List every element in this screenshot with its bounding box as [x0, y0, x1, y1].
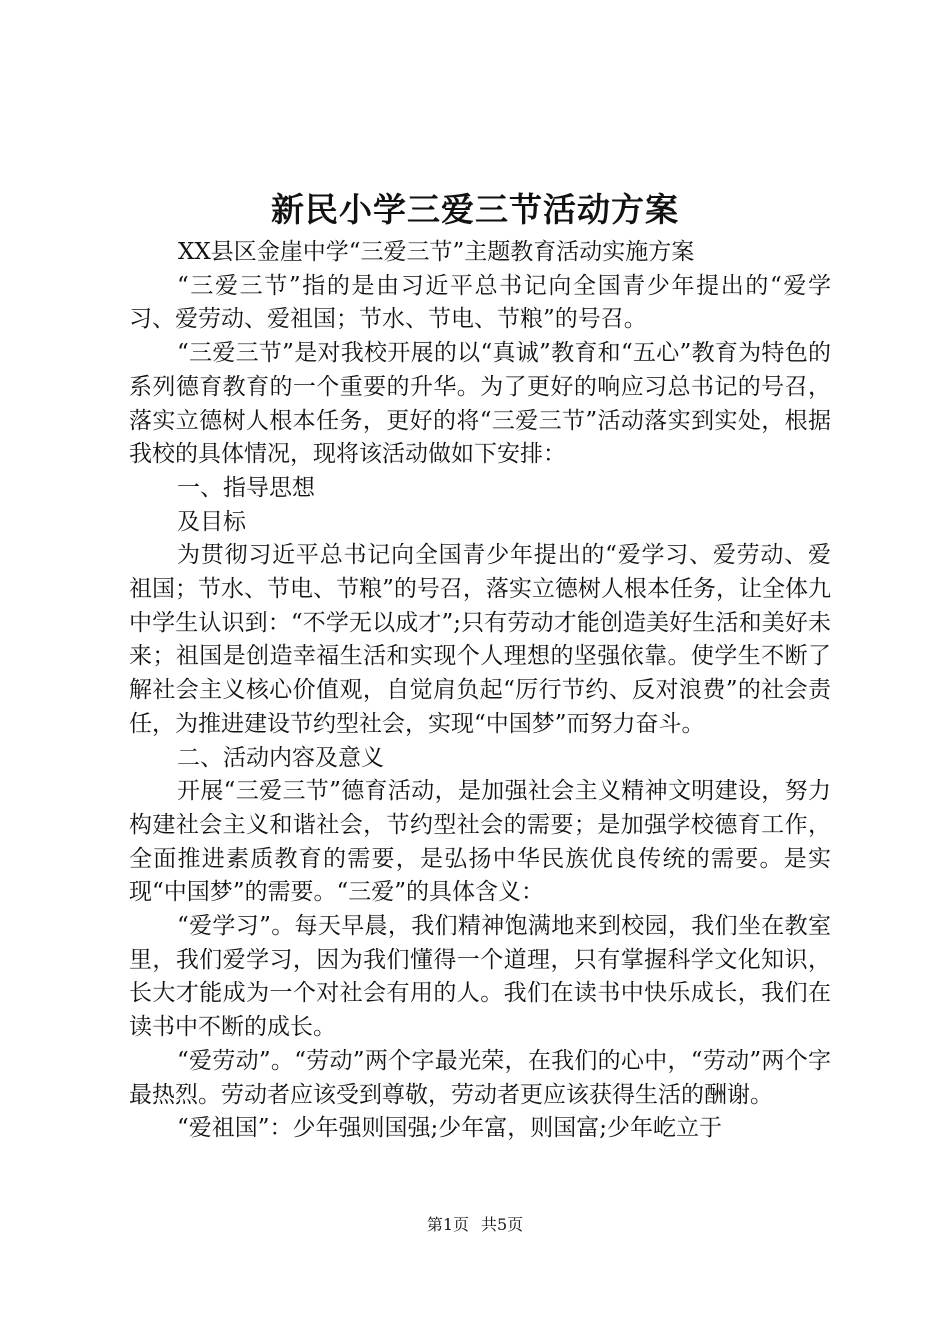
paragraph-love-country: “爱祖国”：少年强则国强;少年富，则国富;少年屹立于	[177, 1115, 723, 1142]
paragraph-love-labor: “爱劳动”。“劳动”两个字最光荣，在我们的心中，“劳动”两个字最热烈。劳动者应该受到尊敬，劳动者更应该获得生活的酬谢。	[129, 1047, 831, 1108]
document-title: 新民小学三爱三节活动方案	[271, 190, 679, 229]
page-footer	[0, 1213, 950, 1237]
document-subtitle: XX县区金崖中学“三爱三节”主题教育活动实施方案	[178, 239, 695, 265]
section-heading-goals: 及目标	[177, 508, 246, 535]
section-heading-content: 二、活动内容及意义	[177, 744, 384, 771]
paragraph-introduction: “三爱三节”是对我校开展的以“真诚”教育和“五心”教育为特色的系列德育教育的一个重要的升华。为了更好的响应习总书记的号召，落实立德树人根本任务，更好的将“三爱三节”活动落实到实处，根据我校的具体情况，现将该活动做如下安排：	[129, 340, 831, 468]
paragraph-love-learning: “爱学习”。每天早晨，我们精神饱满地来到校园，我们坐在教室里，我们爱学习，因为我们懂得一个道理，只有掌握科学文化知识，长大才能成为一个对社会有用的人。我们在读书中快乐成长，我们在读书中不断的成长。	[129, 913, 831, 1041]
paragraph-definition: “三爱三节”指的是由习近平总书记向全国青少年提出的“爱学习、爱劳动、爱祖国；节水、节电、节粮”的号召。	[129, 272, 831, 333]
section-heading-guiding-ideology: 一、指导思想	[177, 474, 315, 501]
page-number: 第1页	[426, 1215, 469, 1234]
paragraph-content: 开展“三爱三节”德育活动，是加强社会主义精神文明建设，努力构建社会主义和谐社会，节约型社会的需要；是加强学校德育工作，全面推进素质教育的需要，是弘扬中华民族优良传统的需要。是实现“中国梦”的需要。“三爱”的具体含义：	[129, 778, 831, 906]
paragraph-goals: 为贯彻习近平总书记向全国青少年提出的“爱学习、爱劳动、爱祖国；节水、节电、节粮”的号召，落实立德树人根本任务，让全体九中学生认识到：“不学无以成才”;只有劳动才能创造美好生活和美好未来；祖国是创造幸福生活和实现个人理想的坚强依靠。使学生不断了解社会主义核心价值观，自觉肩负起“厉行节约、反对浪费”的社会责任，为推进建设节约型社会，实现“中国梦”而努力奋斗。	[129, 542, 831, 737]
page-total: 共5页	[481, 1215, 524, 1234]
document-body	[129, 236, 831, 1146]
